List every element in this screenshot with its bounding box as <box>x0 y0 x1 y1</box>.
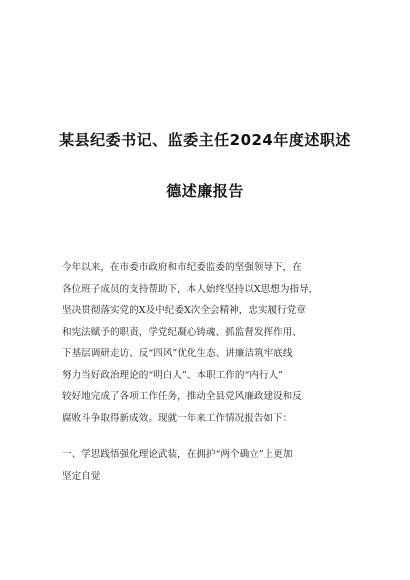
paragraph-line: 今年以来，在市委市政府和市纪委监委的坚强领导下，在 <box>62 262 302 273</box>
document-title-line-2: 德述廉报告 <box>166 182 244 200</box>
paragraph-line: 较好地完成了各项工作任务，推动全县党风廉政建设和反 <box>62 391 302 402</box>
paragraph-line: 下基层调研走访、反“四风”优化生态、讲廉洁筑牢底线 <box>62 348 293 359</box>
paragraph-line: 坚定自觉 <box>62 470 101 482</box>
intro-paragraph <box>62 257 362 429</box>
paragraph-line: 一、学思践悟强化理论武装，在拥护“两个确立”上更加 <box>62 449 293 460</box>
paragraph-line: 努力当好政治理论的“明白人”、本职工作的“内行人” <box>62 369 284 381</box>
paragraph-line: 腐败斗争取得新成效。现就一年来工作情况报告如下： <box>62 412 293 424</box>
paragraph-line: 坚决贯彻落实党的X及中纪委X次全会精神，忠实履行党章 <box>62 305 306 316</box>
paragraph-line: 和宪法赋予的职责，学党纪凝心铸魂、抓监督发挥作用、 <box>62 326 302 338</box>
section-heading-paragraph <box>62 444 362 487</box>
paragraph-line: 各位班子成员的支持帮助下，本人始终坚持以X思想为指导， <box>62 283 319 295</box>
document-title-line-1: 某县纪委书记、监委主任2024年度述职述 <box>59 131 351 149</box>
